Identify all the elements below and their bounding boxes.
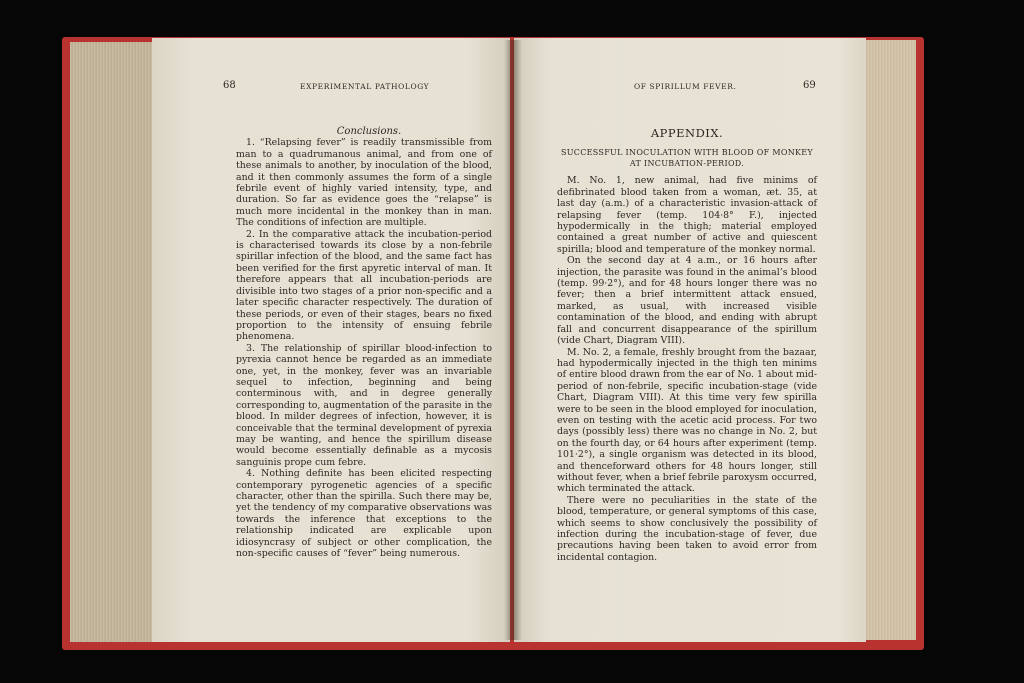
section-title: Conclusions. xyxy=(336,126,402,137)
paragraph: 2. In the comparative attack the incubation-period is characterised towards its close by a non-febrile spirillar infection of the blood, and the same fact has been verified for the first apyretic interval of man. It therefore appears that all incubation-periods are divisible into two stages of a prior non-specific and a later specific character respectively. The duration of these periods, or even of their stages, bears no fixed proportion to the intensity of ensuing febrile phenomena. xyxy=(236,228,492,343)
page-number: 69 xyxy=(803,80,816,91)
book-gutter xyxy=(504,40,522,640)
right-page xyxy=(514,38,866,642)
paragraph: 1. “Relapsing fever” is readily transmissible from man to a quadrumanous animal, and from one of these animals to another, by inoculation of the blood, and it then commonly assumes the form of a single febrile event of highly varied intensity, type, and duration. So far as evidence goes the “relapse” is much more incidental in the monkey than in man. The conditions of infection are multiple. xyxy=(236,137,492,229)
page-body xyxy=(236,126,492,559)
running-head: OF SPIRILLUM FEVER. xyxy=(634,82,737,91)
paragraph: On the second day at 4 a.m., or 16 hours after injection, the parasite was found in the animal’s blood (temp. 99·2°), and for 48 hours longer there was no fever; then a brief intermittent attack ensued, marked, as usual, with increased visible contamination of the blood, and ending with abrupt fall and concurrent disappearance of the spirillum (vide Chart, Diagram VIII). xyxy=(557,255,817,347)
paragraph: M. No. 1, new animal, had five minims of defibrinated blood taken from a woman, æt. 35, at last day (a.m.) of a characteristic invasion-attack of relapsing fever (temp. 104·8° F.), injected hypodermically in the thigh; material employed contained a great number of active and quiescent spirilla; blood and temperature of the monkey normal. xyxy=(557,175,817,255)
page-edges-right xyxy=(866,40,916,640)
left-page xyxy=(152,38,510,642)
paragraph: There were no peculiarities in the state of the blood, temperature, or general symptoms of this case, which seems to show conclusively the possibility of infection during the incubation-stage of fever, due precautions having been taken to avoid error from incidental contagion. xyxy=(557,494,817,563)
appendix-subheading: SUCCESSFUL INOCULATION WITH BLOOD OF MONKEY AT INCUBATION-PERIOD. xyxy=(560,148,813,169)
paragraph: 3. The relationship of spirillar blood-infection to pyrexia cannot hence be regarded as an immediate one, yet, in the monkey, fever was an invariable sequel to infection, beginning and being conterminous with, and in degree generally corresponding to, augmentation of the parasite in the blood. In milder degrees of infection, however, it is conceivable that the terminal development of pyrexia may be wanting, and hence the spirillum disease would become essentially definable as a mycosis sanguinis prope cum febre. xyxy=(236,342,492,468)
running-head: EXPERIMENTAL PATHOLOGY xyxy=(300,82,430,91)
page-body xyxy=(557,128,817,563)
page-edges-left xyxy=(70,42,152,642)
paragraph: 4. Nothing definite has been elicited respecting contemporary pyrogenetic agencies of a specific character, other than the spirilla. Such there may be, yet the tendency of my comparative observations was towards the inference that exceptions to the relationship indicated are explicable upon idiosyncrasy of subject or other complication, the non-specific causes of “fever” being numerous. xyxy=(236,468,492,560)
appendix-heading: APPENDIX. xyxy=(650,126,724,140)
paragraph: M. No. 2, a female, freshly brought from the bazaar, had hypodermically injected in the thigh ten minims of entire blood drawn from the ear of No. 1 about mid-period of non-febrile, specific incubation-stage (vide Chart, Diagram VIII). At this time very few spirilla were to be seen in the blood employed for inoculation, even on testing with the acetic acid process. For two days (possibly less) there was no change in No. 2, but on the fourth day, or 64 hours after experiment (temp. 101·2°), a single organism was detected in its blood, and thenceforward others for 48 hours longer, still without fever, when a brief febrile paroxysm occurred, which terminated the attack. xyxy=(557,346,817,495)
page-number: 68 xyxy=(223,80,236,91)
